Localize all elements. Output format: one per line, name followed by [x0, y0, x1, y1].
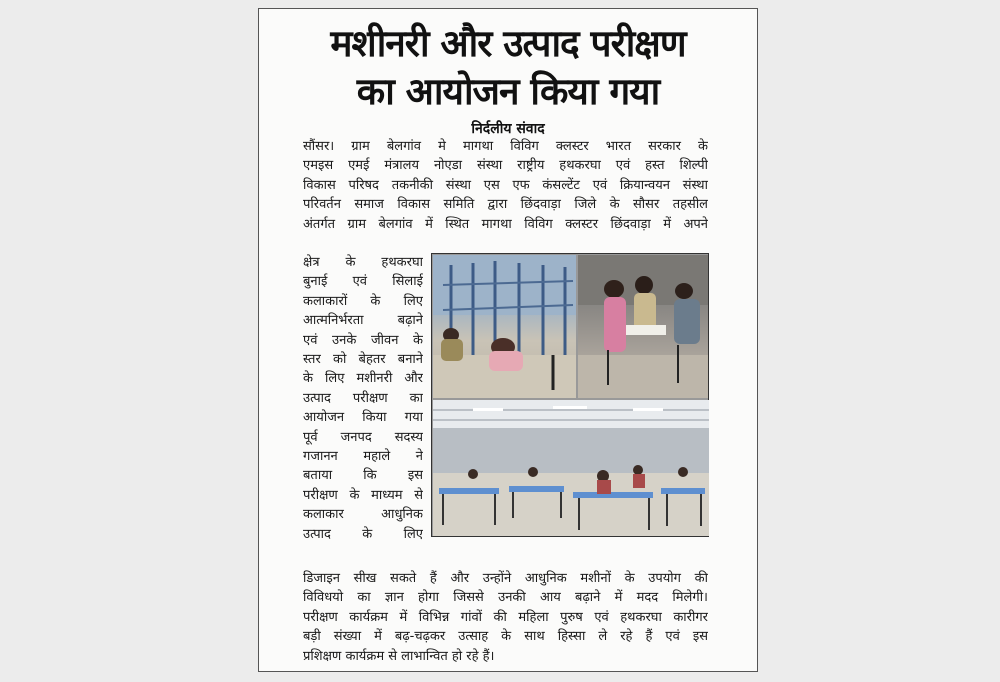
body-line: अंतर्गत ग्राम बेलगांव में स्थित मागथा विविग क्लस्टर छिंदवाड़ा में अपने: [303, 216, 708, 232]
body-line: प्रशिक्षण कार्यक्रम से लाभान्वित हो रहे हैं।: [303, 648, 495, 664]
body-line: परीक्षण कार्यक्रम में विभिन्न गांवों की महिला पुरुष एवं हथकरघा कारीगर: [303, 609, 708, 625]
photo-women-sewing: [578, 255, 708, 398]
article-body-left-column: [303, 253, 423, 544]
headline-line-2: का आयोजन किया गया: [356, 70, 660, 113]
body-line: बुनाई एवं सिलाई: [303, 274, 423, 290]
article-body-bottom: [303, 569, 708, 666]
body-line: क्षेत्र के हथकरघा: [303, 255, 423, 270]
body-line: एमइस एमई मंत्रालय नोएडा संस्था राष्ट्रीय हथकरघा एवं हस्त शिल्पी: [303, 158, 708, 174]
body-line: सौंसर। ग्राम बेलगांव मे मागथा विविग क्लस्टर भारत सरकार के: [303, 139, 708, 154]
photo-weaving-looms: [433, 255, 576, 398]
body-line: कलाकार आधुनिक: [303, 507, 423, 523]
photo-workshop-hall: [433, 400, 709, 536]
body-line: विकास परिषद तकनीकी संस्था एस एफ कंसल्टेंट एवं क्रियान्वयन संस्था: [303, 177, 708, 193]
body-line: पूर्व जनपद सदस्य: [303, 429, 423, 445]
headline-line-1: मशीनरी और उत्पाद परीक्षण: [330, 22, 686, 65]
photo-collage: [431, 253, 709, 537]
body-line: उत्पाद परीक्षण का: [303, 390, 423, 406]
body-line: स्तर को बेहतर बनाने: [303, 352, 423, 368]
article-body-top: [303, 137, 708, 234]
body-line: आयोजन किया गया: [303, 410, 423, 426]
body-line: परिवर्तन समाज विकास समिति द्वारा छिंदवाड़ा जिले के सौसर तहसील: [303, 197, 708, 213]
body-line: एवं उनके जीवन के: [303, 332, 423, 348]
body-line: कलाकारों के लिए: [303, 293, 423, 309]
body-line: बड़ी संख्या में बढ़-चढ़कर उत्साह के साथ हिस्सा ले रहे हैं एवं इस: [303, 629, 708, 645]
body-line: आत्मनिर्भरता बढ़ाने: [303, 313, 423, 329]
newspaper-clipping: [258, 8, 758, 672]
body-line: के लिए मशीनरी और: [303, 371, 423, 387]
body-line: विविधयो का ज्ञान होगा जिससे उनकी आय बढ़ाने में मदद मिलेगी।: [303, 590, 708, 606]
body-line: परीक्षण के माध्यम से: [303, 487, 423, 503]
body-line: डिजाइन सीख सकते हैं और उन्होंने आधुनिक मशीनों के उपयोग की: [303, 571, 708, 586]
body-line: गजानन महाले ने: [303, 449, 423, 465]
byline: निर्दलीय संवाद: [471, 121, 545, 137]
body-line: उत्पाद के लिए: [303, 526, 423, 542]
body-line: बताया कि इस: [303, 468, 423, 484]
